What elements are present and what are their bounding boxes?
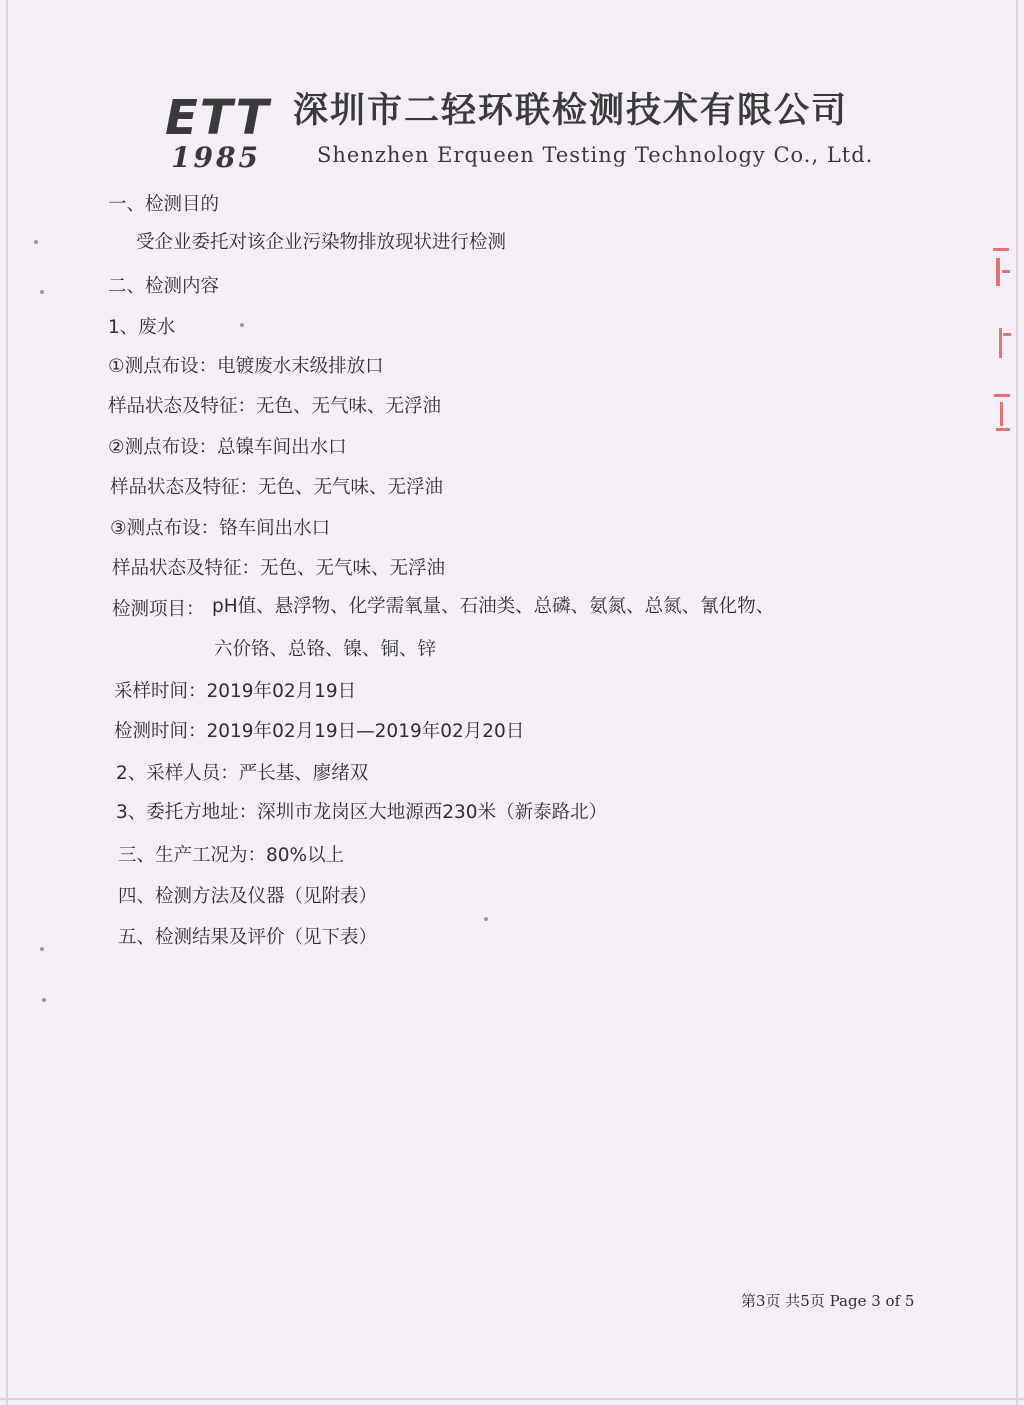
section-1-text: 受企业委托对该企业污染物排放现状进行检测 (136, 232, 507, 253)
measure-point-3: ③测点布设：铬车间出水口 (110, 518, 331, 539)
page-edge-left (6, 0, 8, 1405)
section-3: 三、生产工况为：80%以上 (118, 845, 345, 866)
company-name-cn: 深圳市二轻环联检测技术有限公司 (293, 91, 849, 131)
measure-point-2: ②测点布设：总镍车间出水口 (108, 437, 347, 458)
section-1-title: 一、检测目的 (108, 194, 220, 215)
letterhead (165, 88, 874, 178)
test-items-line-1: pH值、悬浮物、化学需氧量、石油类、总磷、氨氮、总氮、氰化物、 (212, 596, 775, 617)
logo-year: 1985 (171, 141, 261, 174)
sample-state-1: 样品状态及特征：无色、无气味、无浮油 (108, 396, 442, 417)
page-edge-right (1016, 0, 1018, 1405)
section-2-title: 二、检测内容 (108, 276, 220, 297)
test-items-line-2: 六价铬、总铬、镍、铜、锌 (214, 639, 437, 660)
company-logo: ETT (165, 90, 271, 146)
samplers: 2、采样人员：严长基、廖绪双 (116, 763, 369, 784)
page-number: 第3页 共5页 Page 3 of 5 (741, 1292, 915, 1310)
section-5: 五、检测结果及评价（见下表） (118, 927, 378, 948)
company-name-en: Shenzhen Erqueen Testing Technology Co., Ltd. (317, 143, 874, 167)
client-address: 3、委托方地址：深圳市龙岗区大地源西230米（新泰路北） (116, 802, 608, 823)
measure-point-1: ①测点布设：电镀废水末级排放口 (108, 356, 384, 377)
section-4: 四、检测方法及仪器（见附表） (118, 886, 378, 907)
sample-state-3: 样品状态及特征：无色、无气味、无浮油 (112, 558, 446, 579)
sample-state-2: 样品状态及特征：无色、无气味、无浮油 (110, 477, 444, 498)
item-1-title: 1、废水 (108, 317, 176, 338)
sampling-time: 采样时间：2019年02月19日 (114, 681, 357, 702)
page-edge-bottom (0, 1398, 1024, 1400)
test-items-label: 检测项目： (112, 599, 205, 620)
testing-time: 检测时间：2019年02月19日—2019年02月20日 (114, 721, 525, 742)
